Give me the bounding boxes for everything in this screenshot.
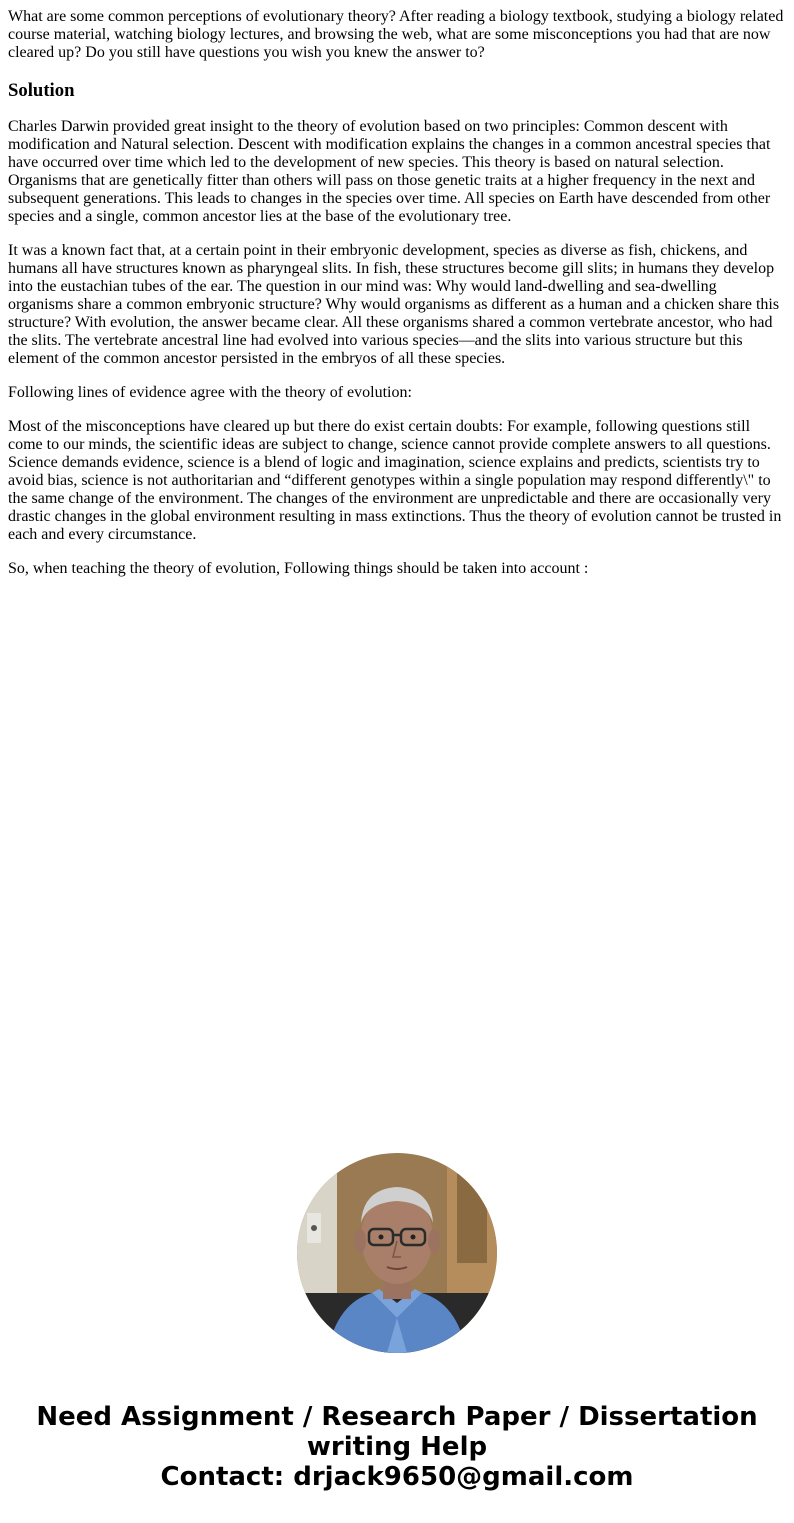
avatar-portrait-image [297,1153,497,1353]
contact-banner [0,1402,794,1492]
paragraph-darwin: Charles Darwin provided great insight to the theory of evolution based on two principles: Common descent with modification and Natural selection. Descent with modification explains the changes in a common ancestral species that have occurred over time which led to the development of new species. This theory is based on natural selection. Organisms that are genetically fitter than others will pass on those genetic traits at a higher frequency in the next and subsequent generations. This leads to changes in the species over time. All species on Earth have descended from other species and a single, common ancestor lies at the base of the evolutionary tree. [8,118,771,225]
paragraph-misconceptions: Most of the misconceptions have cleared up but there do exist certain doubts: For example, following questions still come to our minds, the scientific ideas are subject to change, science cannot provide complete answers to all questions. Science demands evidence, science is a blend of logic and imagination, science explains and predicts, scientists try to avoid bias, science is not authoritarian and “different genotypes within a single population may respond differently\" to the same change of the environment. The changes of the environment are unpredictable and there are occasionally very drastic changes in the global environment resulting in mass extinctions. Thus the theory of evolution cannot be trusted in each and every circumstance. [8,418,782,543]
paragraph-pharyngeal-slits: It was a known fact that, at a certain point in their embryonic development, species as diverse as fish, chickens, and humans all have structures known as pharyngeal slits. In fish, these structures become gill slits; in humans they develop into the eustachian tubes of the ear. The question in our mind was: Why would land-dwelling and sea-dwelling organisms share a common embryonic structure? Why would organisms as different as a human and a chicken share this structure? With evolution, the answer became clear. All these organisms shared a common vertebrate ancestor, who had the slits. The vertebrate ancestral line had evolved into various species—and the slits into various structure but this element of the common ancestor persisted in the embryos of all these species. [8,242,780,367]
avatar [297,1153,497,1353]
paragraph-evidence-intro: Following lines of evidence agree with the theory of evolution: [8,384,412,401]
article [8,8,786,594]
question-text: What are some common perceptions of evolutionary theory? After reading a biology textbook, studying a biology related course material, watching biology lectures, and browsing the web, what are some misconceptions you had that are now cleared up? Do you still have questions you wish you knew the answer to? [8,8,784,61]
cta-line-assignment: Need Assignment / Research Paper / Dissertation [36,1402,758,1432]
cta-line-contact-email: Contact: drjack9650@gmail.com [160,1462,634,1492]
paragraph-teaching: So, when teaching the theory of evolution, Following things should be taken into account : [8,560,589,577]
cta-line-writing-help: writing Help [306,1432,488,1462]
solution-heading: Solution [8,80,75,101]
